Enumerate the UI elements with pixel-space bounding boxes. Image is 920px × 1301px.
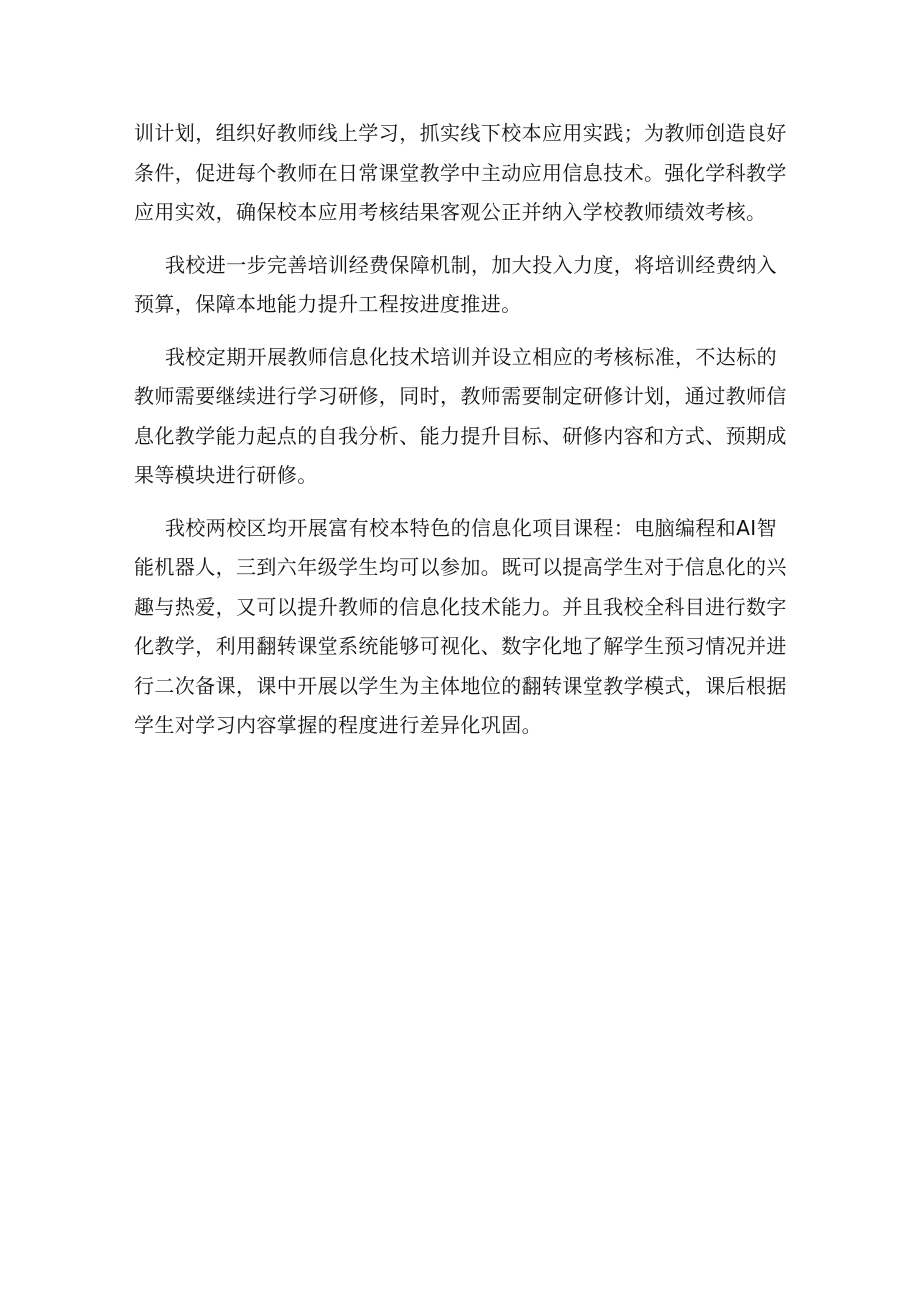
document-body [134, 114, 790, 759]
paragraph-training-plan: 训计划，组织好教师线上学习，抓实线下校本应用实践；为教师创造良好条件，促进每个教师在日常课堂教学中主动应用信息技术。强化学科教学应用实效，确保校本应用考核结果客观公正并纳入学校教师绩效考核。 [134, 121, 787, 224]
paragraph-funding: 我校进一步完善培训经费保障机制，加大投入力度，将培训经费纳入预算，保障本地能力提升工程按进度推进。 [134, 252, 777, 316]
paragraph-assessment: 我校定期开展教师信息化技术培训并设立相应的考核标准，不达标的教师需要继续进行学习研修，同时，教师需要制定研修计划，通过教师信息化教学能力起点的自我分析、能力提升目标、研修内容和方式、预期成果等模块进行研修。 [134, 344, 787, 487]
paragraph-courses: 我校两校区均开展富有校本特色的信息化项目课程：电脑编程和AI智能机器人，三到六年级学生均可以参加。既可以提高学生对于信息化的兴趣与热爱，又可以提升教师的信息化技术能力。并且我校全科目进行数字化教学，利用翻转课堂系统能够可视化、数字化地了解学生预习情况并进行二次备课，课中开展以学生为主体地位的翻转课堂教学模式，课后根据学生对学习内容掌握的程度进行差异化巩固。 [134, 515, 787, 737]
